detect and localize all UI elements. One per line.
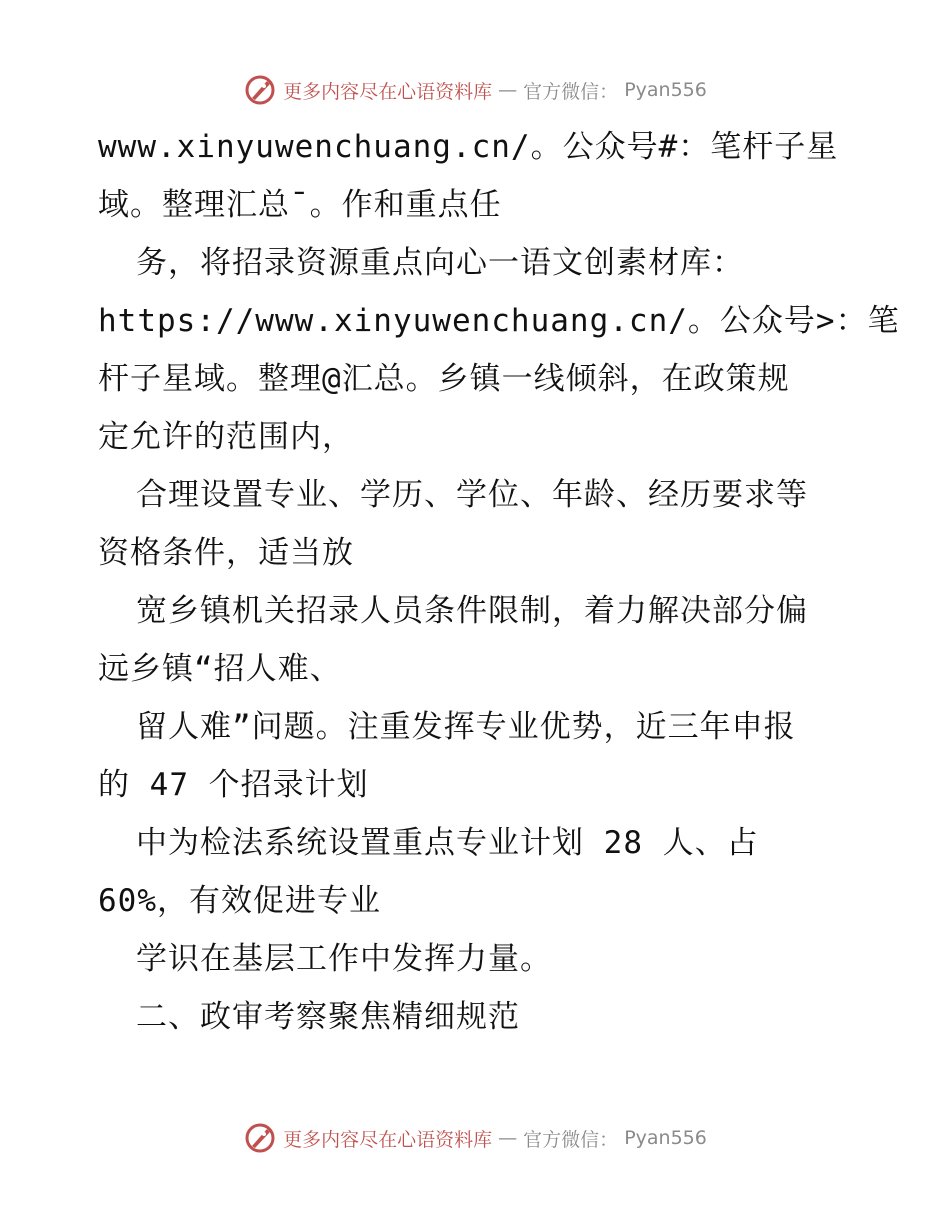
text-line: 宽乡镇机关招录人员条件限制，着力解决部分偏 (136, 593, 808, 629)
text-line: 留人难”问题。注重发挥专业优势，近三年申报 (136, 709, 796, 745)
banner-main-text: 更多内容尽在心语资料库 (283, 1128, 493, 1151)
pen-nib-logo-icon (243, 1121, 277, 1155)
text-line: www.xinyuwenchuang.cn/。公众号#：笔杆子星 (98, 129, 839, 165)
document-body (98, 118, 900, 1046)
banner-wechat-id: Pyan556 (624, 1127, 707, 1149)
text-line: 60%，有效促进专业 (98, 883, 381, 919)
footer-banner (0, 1118, 950, 1158)
text-line: https://www.xinyuwenchuang.cn/。公众号>：笔 (98, 303, 900, 339)
text-line: 远乡镇“招人难、 (98, 651, 342, 687)
header-banner (0, 70, 950, 110)
text-line: 域。整理汇总¯。作和重点任 (98, 187, 502, 223)
banner-main-text: 更多内容尽在心语资料库 (283, 80, 493, 103)
banner-wechat-label: 官方微信： (523, 80, 619, 103)
text-line: 中为检法系统设置重点专业计划 28 人、占 (136, 825, 759, 861)
banner-separator: — (498, 1127, 518, 1149)
text-line: 务，将招录资源重点向心一语文创素材库： (136, 245, 744, 281)
text-line: 定允许的范围内， (98, 419, 354, 455)
text-line: 资格条件，适当放 (98, 535, 354, 571)
text-line: 学识在基层工作中发挥力量。 (136, 941, 552, 977)
banner-separator: — (498, 79, 518, 101)
pen-nib-logo-icon (243, 73, 277, 107)
text-line: 的 47 个招录计划 (98, 767, 369, 803)
text-line: 合理设置专业、学历、学位、年龄、经历要求等 (136, 477, 808, 513)
section-heading: 二、政审考察聚焦精细规范 (136, 999, 520, 1035)
banner-wechat-label: 官方微信： (523, 1128, 619, 1151)
banner-wechat-id: Pyan556 (624, 79, 707, 101)
text-line: 杆子星域。整理@汇总。乡镇一线倾斜，在政策规 (98, 361, 790, 397)
